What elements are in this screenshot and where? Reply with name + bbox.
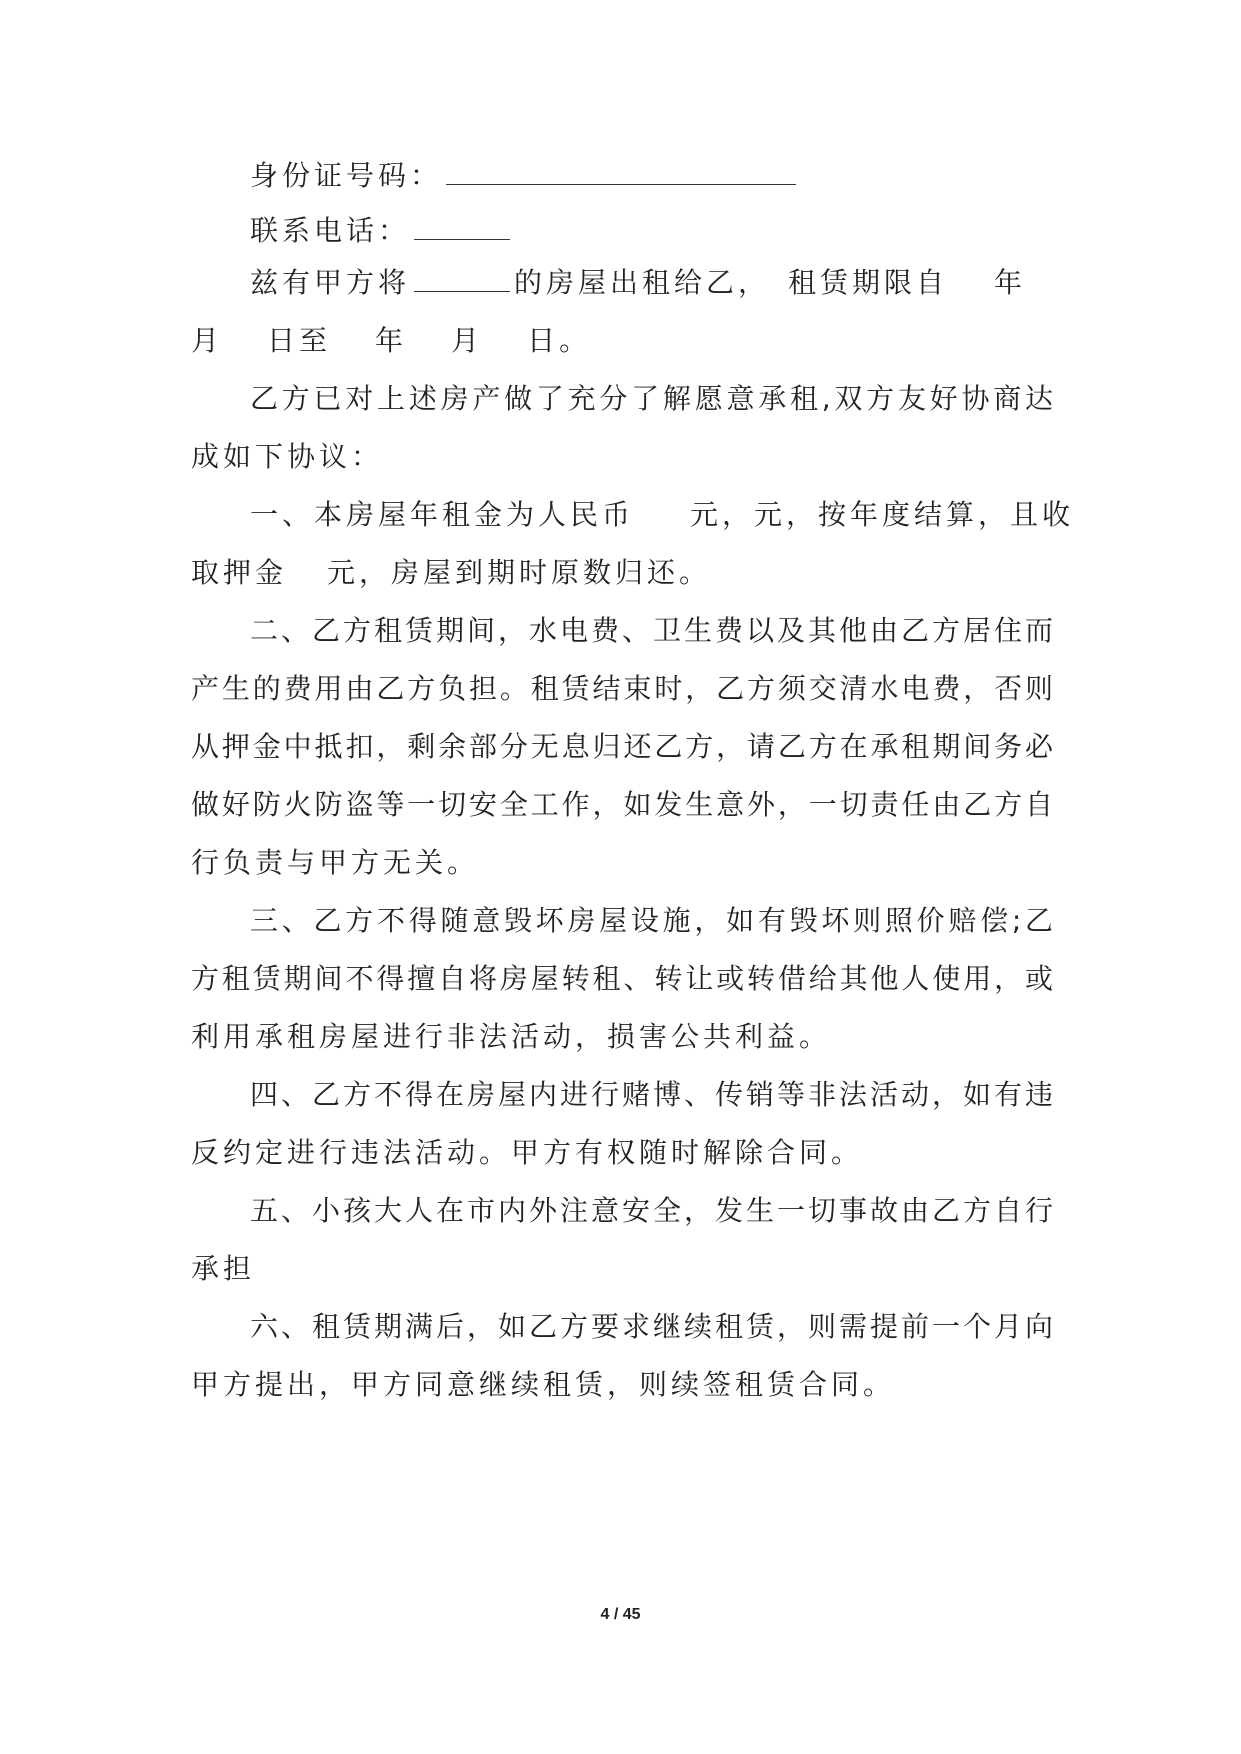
- phone-label: 联系电话：: [250, 214, 411, 247]
- paragraph-line: 二、乙方租赁期间，水电费、卫生费以及其他由乙方居住而: [250, 614, 1053, 647]
- paragraph-line: 方租赁期间不得擅自将房屋转租、转让或转借给其他人使用，或: [191, 962, 1053, 995]
- phone-blank: [414, 215, 510, 240]
- paragraph-line: 行负责与甲方无关。: [191, 846, 480, 879]
- lease-term-text: 租赁期限自: [788, 266, 949, 299]
- lease-month-text: 月: [451, 324, 484, 357]
- clause-1-line-2: [191, 555, 711, 591]
- property-blank: [414, 267, 510, 292]
- paragraph-line: 三、乙方不得随意毁坏房屋设施，如有毁坏则照价赔偿;乙: [250, 904, 1053, 937]
- lease-month-text: 月: [191, 324, 224, 357]
- paragraph-line: 六、租赁期满后，如乙方要求继续租赁，则需提前一个月向: [250, 1310, 1053, 1343]
- paragraph-line: 成如下协议：: [191, 440, 384, 473]
- intro-line-1: [191, 265, 1053, 301]
- id-number-blank: [446, 160, 796, 185]
- clause-text: 元，元，按年度结算，且收: [690, 498, 1075, 531]
- id-number-line: [191, 158, 800, 194]
- clause-text: 取押金: [191, 556, 288, 589]
- intro-text: 的房屋出租给乙，: [514, 266, 771, 299]
- paragraph-line: 做好防火防盗等一切安全工作，如发生意外，一切责任由乙方自: [191, 788, 1053, 821]
- paragraph-line: 承担: [191, 1252, 256, 1285]
- lease-day-text: 日至: [267, 324, 332, 357]
- id-number-label: 身份证号码：: [250, 159, 443, 192]
- paragraph-line: 乙方已对上述房产做了充分了解愿意承租,双方友好协商达: [250, 382, 1053, 415]
- paragraph-line: 产生的费用由乙方负担。租赁结束时，乙方须交清水电费，否则: [191, 672, 1053, 705]
- paragraph-line: 利用承租房屋进行非法活动，损害公共利益。: [191, 1020, 832, 1053]
- clause-1-line-1: [191, 497, 1075, 533]
- intro-line-2: [191, 323, 591, 359]
- lease-year-text: 年: [994, 266, 1027, 299]
- paragraph-line: 甲方提出，甲方同意继续租赁，则续签租赁合同。: [191, 1368, 896, 1401]
- intro-text: 兹有甲方将: [250, 266, 411, 299]
- paragraph-line: 四、乙方不得在房屋内进行赌博、传销等非法活动，如有违: [250, 1078, 1053, 1111]
- paragraph-line: 五、小孩大人在市内外注意安全，发生一切事故由乙方自行: [250, 1194, 1053, 1227]
- page-number: 4 / 45: [600, 1606, 641, 1623]
- clause-text: 元，房屋到期时原数归还。: [327, 556, 712, 589]
- lease-year-text: 年: [375, 324, 408, 357]
- phone-line: [191, 213, 514, 249]
- paragraph-line: 从押金中抵扣，剩余部分无息归还乙方，请乙方在承租期间务必: [191, 730, 1053, 763]
- paragraph-line: 反约定进行违法活动。甲方有权随时解除合同。: [191, 1136, 864, 1169]
- lease-day-text: 日。: [527, 324, 592, 357]
- clause-text: 一、本房屋年租金为人民币: [250, 498, 635, 531]
